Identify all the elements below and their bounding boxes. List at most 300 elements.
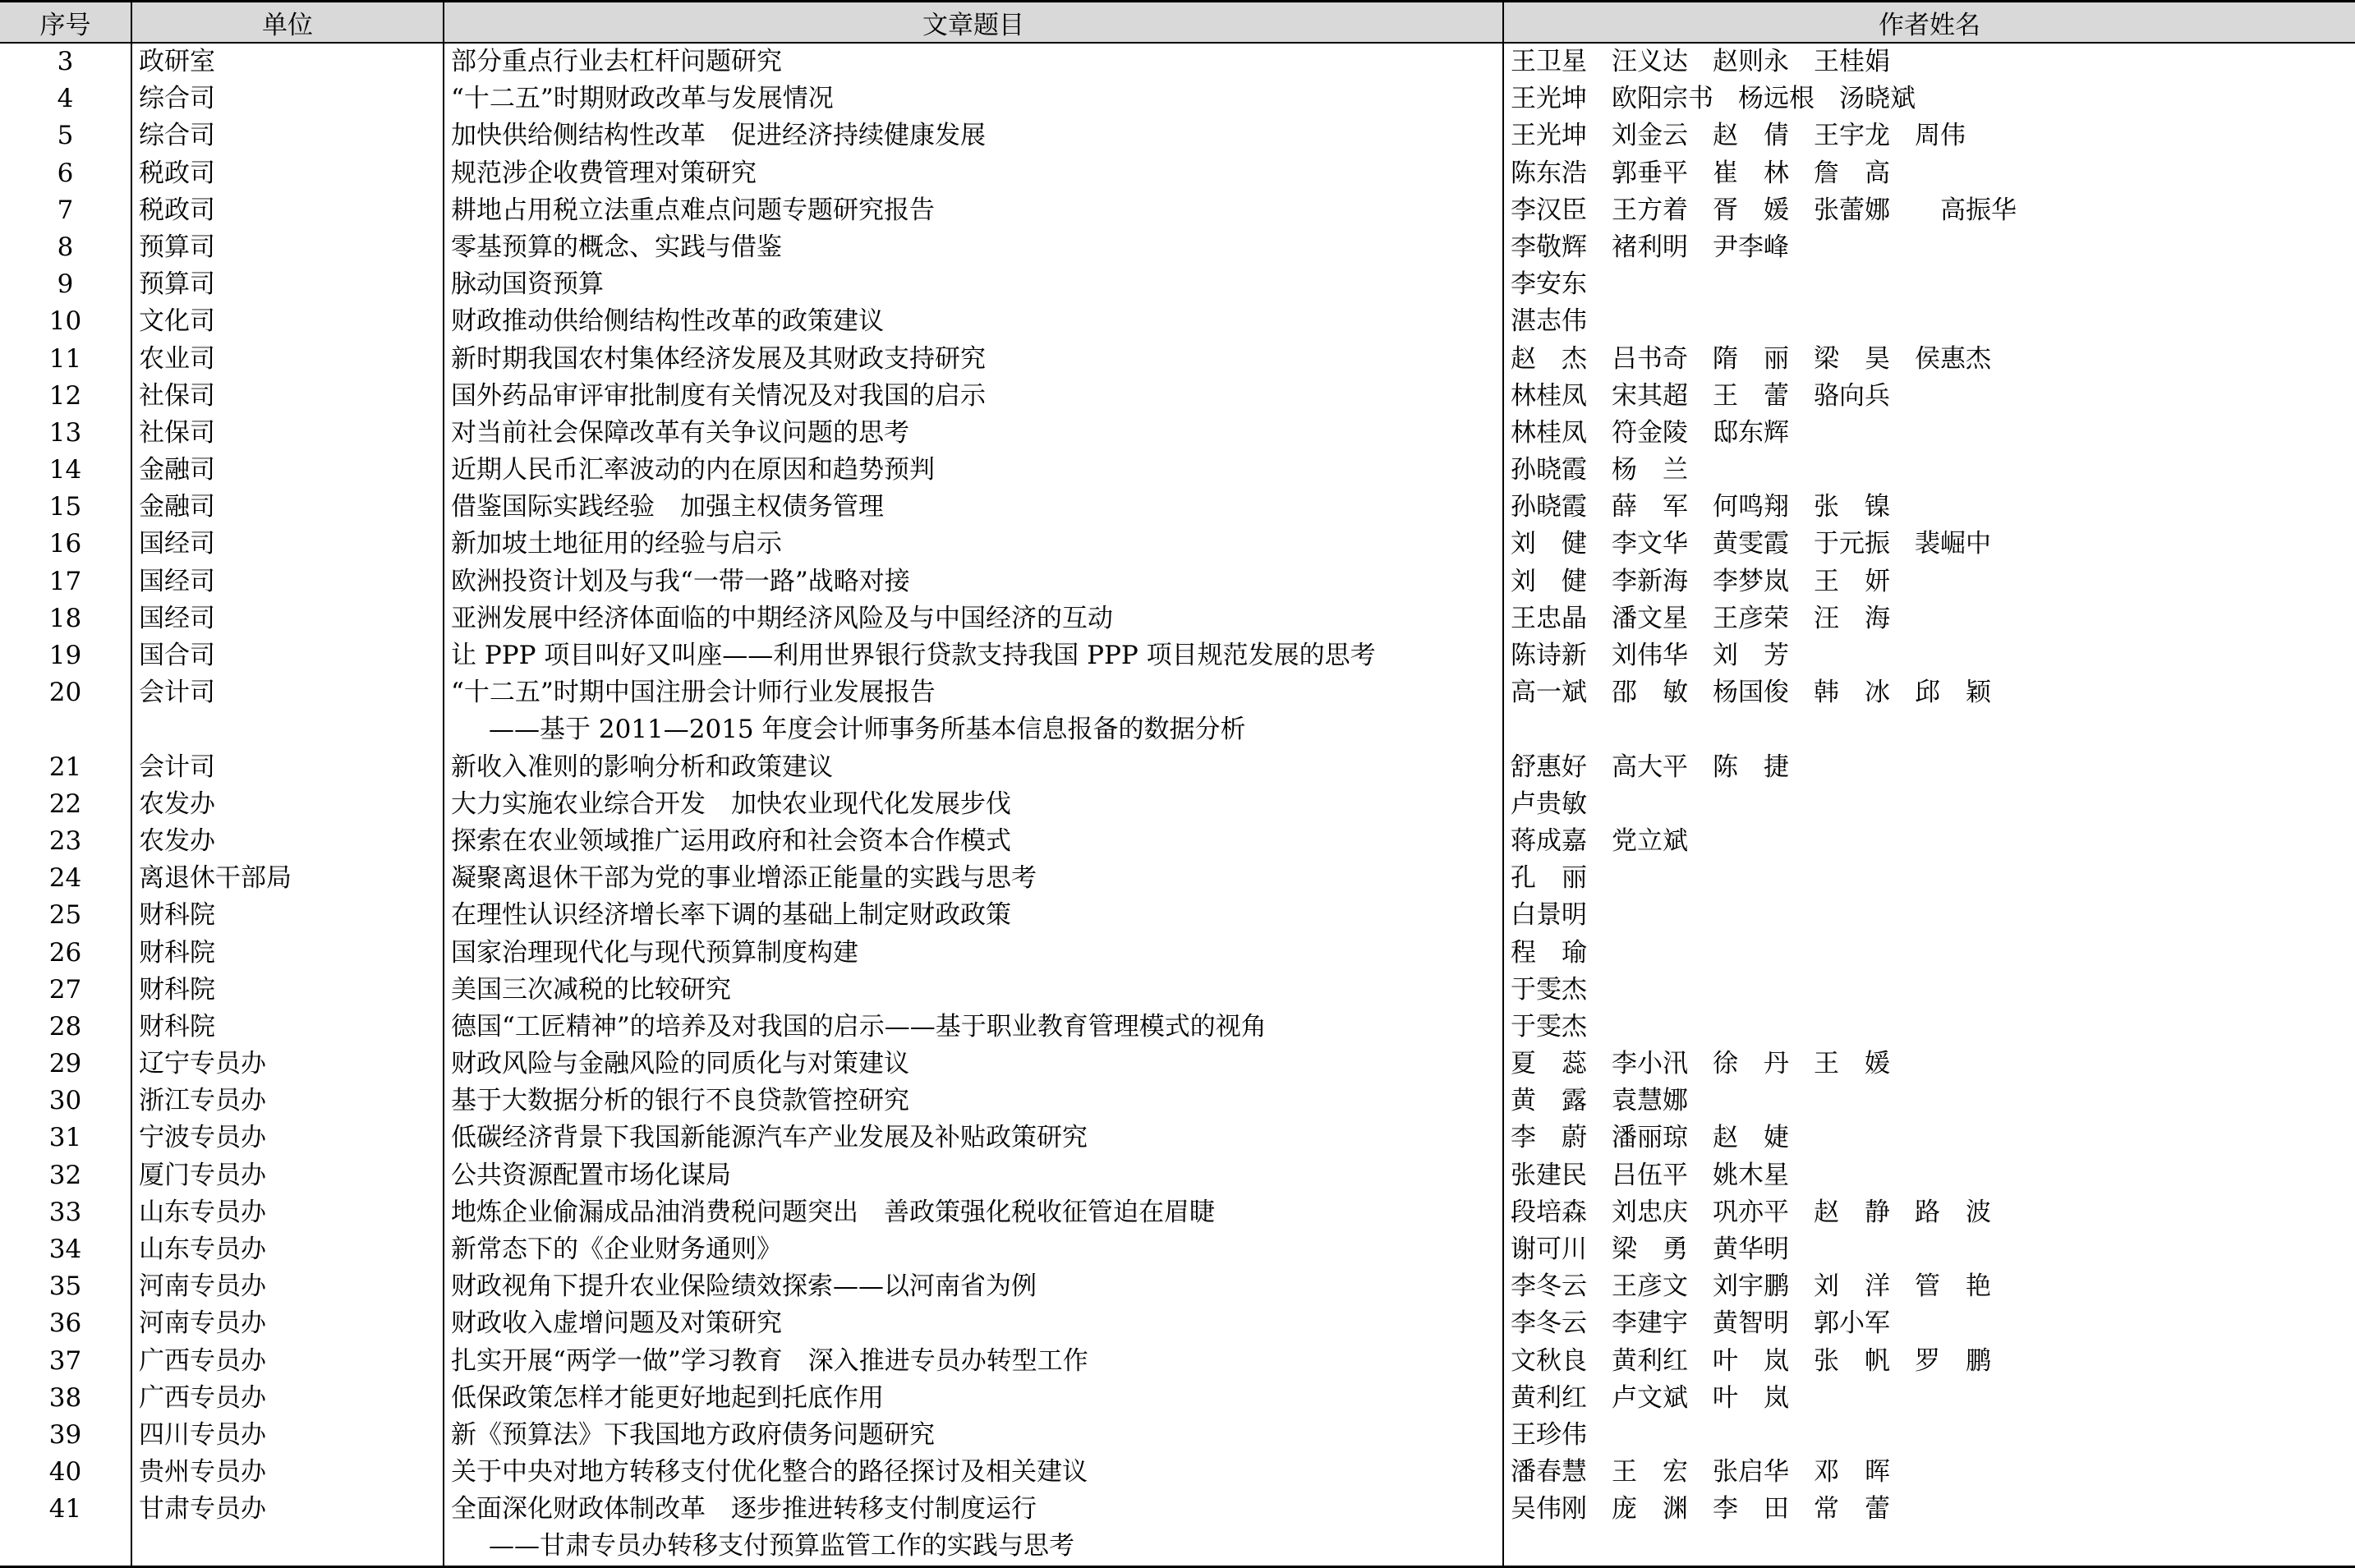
row-number: 11 (48, 343, 82, 374)
author-name: 王彦文 (1612, 1271, 1688, 1302)
row-unit: 社保司 (131, 415, 444, 452)
row-number: 4 (57, 84, 74, 114)
article-title: 新收入准则的影响分析和政策建议 (451, 752, 833, 782)
row-unit: 浙江专员办 (131, 1083, 444, 1120)
author-name: 刘 芳 (1713, 641, 1789, 670)
article-title: 亚洲发展中经济体面临的中期经济风险及与中国经济的互动 (451, 603, 1113, 633)
row-authors (1503, 1046, 2355, 1083)
row-authors (1503, 452, 2355, 489)
row-title-cell (444, 749, 1503, 786)
author-name: 邱 颖 (1915, 678, 1991, 708)
row-unit: 农发办 (131, 823, 444, 860)
row-title-cell (444, 637, 1503, 674)
row-number: 14 (48, 455, 82, 485)
row-authors (1503, 266, 2355, 303)
author-name: 刘金云 (1612, 121, 1688, 151)
row-authors (1503, 192, 2355, 229)
table-row (0, 266, 2355, 303)
article-title: 美国三次减税的比较研究 (451, 974, 731, 1005)
author-name: 刘 健 (1511, 529, 1587, 559)
author-name: 裴崛中 (1915, 529, 1991, 559)
table-row (0, 1157, 2355, 1194)
row-authors (1503, 117, 2355, 154)
table-row (0, 1343, 2355, 1380)
row-number: 13 (48, 417, 82, 448)
author-name: 李敬辉 (1511, 232, 1587, 262)
row-title-cell (444, 1009, 1503, 1046)
author-name: 汪义达 (1612, 47, 1688, 76)
table-row (0, 1268, 2355, 1305)
row-unit: 金融司 (131, 489, 444, 526)
author-name: 黄 露 (1511, 1086, 1587, 1116)
author-name: 叶 岚 (1713, 1345, 1789, 1376)
author-name: 李 田 (1713, 1494, 1789, 1524)
author-name: 陈东浩 (1511, 158, 1587, 188)
article-title: 新时期我国农村集体经济发展及其财政支持研究 (451, 343, 986, 374)
row-title-cell (444, 415, 1503, 452)
author-name: 王珍伟 (1511, 1419, 1587, 1450)
author-name: 孙晓霞 (1511, 492, 1587, 522)
author-name: 刘宇鹏 (1713, 1271, 1789, 1302)
row-number: 17 (48, 566, 82, 596)
table-row (0, 1305, 2355, 1342)
author-name: 黄雯霞 (1713, 529, 1789, 559)
row-authors (1503, 341, 2355, 378)
article-title: 国外药品审评审批制度有关情况及对我国的启示 (451, 380, 986, 411)
author-name: 梁 昊 (1814, 343, 1890, 374)
author-name: 黄利红 (1612, 1345, 1688, 1376)
row-unit: 甘肃专员办 (131, 1491, 444, 1566)
table-row (0, 563, 2355, 600)
author-name: 蒋成嘉 (1511, 825, 1587, 856)
row-unit: 财科院 (131, 897, 444, 934)
header-author: 作者姓名 (1503, 2, 2355, 44)
row-number: 9 (57, 269, 74, 300)
row-title-cell (444, 823, 1503, 860)
author-name: 张 帆 (1814, 1345, 1890, 1376)
author-name: 王 媛 (1814, 1049, 1890, 1079)
row-title-cell (444, 229, 1503, 266)
row-number: 37 (48, 1345, 82, 1376)
row-authors (1503, 749, 2355, 786)
table-row (0, 1120, 2355, 1156)
table-row (0, 378, 2355, 415)
table-row (0, 341, 2355, 378)
row-authors (1503, 526, 2355, 563)
row-unit: 财科院 (131, 972, 444, 1009)
article-title: 关于中央对地方转移支付优化整合的路径探讨及相关建议 (451, 1457, 1088, 1488)
row-number: 27 (48, 974, 82, 1005)
author-name: 詹 高 (1814, 158, 1890, 188)
row-unit: 会计司 (131, 674, 444, 748)
author-name: 王忠晶 (1511, 603, 1587, 633)
author-name: 刘 健 (1511, 566, 1587, 596)
row-unit: 会计司 (131, 749, 444, 786)
row-title-cell (444, 1231, 1503, 1268)
author-name: 李冬云 (1511, 1271, 1587, 1302)
author-name: 李新海 (1612, 566, 1688, 596)
row-authors (1503, 600, 2355, 637)
row-unit: 国合司 (131, 637, 444, 674)
table-row (0, 1231, 2355, 1268)
header-num: 序号 (0, 2, 131, 44)
author-name: 王光坤 (1511, 121, 1587, 151)
author-name: 吕伍平 (1612, 1160, 1688, 1190)
row-title-cell (444, 526, 1503, 563)
row-number: 12 (48, 380, 82, 411)
row-number: 32 (48, 1160, 82, 1190)
table-row (0, 80, 2355, 117)
row-number: 23 (48, 825, 82, 856)
header-unit: 单位 (131, 2, 444, 44)
table-row (0, 1194, 2355, 1231)
author-name: 袁慧娜 (1612, 1086, 1688, 1116)
author-name: 薛 军 (1612, 492, 1688, 522)
author-name: 林桂凤 (1511, 417, 1587, 448)
row-title-cell (444, 1417, 1503, 1454)
author-name: 于雯杰 (1511, 1011, 1587, 1042)
author-name: 文秋良 (1511, 1345, 1587, 1376)
author-name: 卢文斌 (1612, 1382, 1688, 1413)
table-row (0, 1417, 2355, 1454)
article-title: 借鉴国际实践经验 加强主权债务管理 (451, 492, 884, 522)
author-name: 于元振 (1814, 529, 1890, 559)
author-name: 王方着 (1612, 195, 1688, 225)
author-name: 杨 兰 (1612, 455, 1688, 485)
author-name: 王宇龙 (1814, 121, 1890, 151)
row-title-cell (444, 1343, 1503, 1380)
row-authors (1503, 1380, 2355, 1417)
row-title-cell (444, 786, 1503, 823)
row-authors (1503, 1417, 2355, 1454)
row-unit: 预算司 (131, 229, 444, 266)
row-title-cell (444, 266, 1503, 303)
row-unit: 国经司 (131, 563, 444, 600)
author-name: 王 宏 (1612, 1457, 1688, 1488)
row-authors (1503, 935, 2355, 972)
table-row (0, 1083, 2355, 1120)
author-name: 徐 丹 (1713, 1049, 1789, 1079)
author-name: 王 蕾 (1713, 380, 1789, 411)
row-title-cell (444, 341, 1503, 378)
author-name: 湛志伟 (1511, 306, 1587, 337)
author-name: 吕书奇 (1612, 343, 1688, 374)
author-name: 管 艳 (1915, 1271, 1991, 1302)
row-title-cell (444, 563, 1503, 600)
header-row (0, 2, 2355, 44)
table-row (0, 117, 2355, 154)
row-number: 33 (48, 1197, 82, 1227)
row-unit: 税政司 (131, 155, 444, 192)
author-name: 王卫星 (1511, 47, 1587, 76)
table-row (0, 1491, 2355, 1566)
row-authors (1503, 1083, 2355, 1120)
row-title-cell (444, 1120, 1503, 1156)
row-title-cell (444, 935, 1503, 972)
row-authors (1503, 1157, 2355, 1194)
author-name: 黄华明 (1713, 1235, 1789, 1265)
author-name: 潘春慧 (1511, 1457, 1587, 1488)
author-name: 邵 敏 (1612, 678, 1688, 708)
author-name: 汪 海 (1814, 603, 1890, 633)
author-name: 罗 鹏 (1915, 1345, 1991, 1376)
article-title: 在理性认识经济增长率下调的基础上制定财政政策 (451, 900, 1011, 931)
table-row (0, 1009, 2355, 1046)
row-authors (1503, 1231, 2355, 1268)
author-name: 孔 丽 (1511, 863, 1587, 894)
row-authors (1503, 43, 2355, 80)
article-title: 耕地占用税立法重点难点问题专题研究报告 (451, 195, 935, 225)
row-authors (1503, 972, 2355, 1009)
author-name: 孙晓霞 (1511, 455, 1587, 485)
author-name: 周伟 (1915, 121, 1966, 151)
row-number: 15 (48, 492, 82, 522)
author-name: 潘丽琼 (1612, 1123, 1688, 1153)
row-unit: 综合司 (131, 80, 444, 117)
row-authors (1503, 674, 2355, 748)
row-authors (1503, 80, 2355, 117)
row-unit: 政研室 (131, 43, 444, 80)
article-title: 地炼企业偷漏成品油消费税问题突出 善政策强化税收征管迫在眉睫 (451, 1197, 1215, 1227)
article-title: 脉动国资预算 (451, 269, 604, 300)
row-title-cell (444, 1491, 1503, 1566)
author-name: 杨国俊 (1713, 678, 1789, 708)
author-name: 张建民 (1511, 1160, 1587, 1190)
table-row (0, 823, 2355, 860)
author-name: 赵 倩 (1713, 121, 1789, 151)
row-authors (1503, 897, 2355, 934)
author-name: 韩 冰 (1814, 678, 1890, 708)
article-title: 近期人民币汇率波动的内在原因和趋势预判 (451, 455, 935, 485)
article-title: 财政收入虚增问题及对策研究 (451, 1308, 782, 1339)
row-unit: 广西专员办 (131, 1380, 444, 1417)
row-unit: 广西专员办 (131, 1343, 444, 1380)
author-name: 舒惠好 (1511, 752, 1587, 782)
row-number: 41 (0, 1491, 131, 1566)
row-unit: 河南专员办 (131, 1305, 444, 1342)
row-title-cell (444, 155, 1503, 192)
table-row (0, 452, 2355, 489)
article-title: 加快供给侧结构性改革 促进经济持续健康发展 (451, 121, 986, 151)
article-title: 部分重点行业去杠杆问题研究 (451, 47, 782, 76)
row-title-cell (444, 378, 1503, 415)
article-title: “十二五”时期财政改革与发展情况 (451, 84, 834, 114)
row-authors (1503, 1305, 2355, 1342)
row-authors (1503, 786, 2355, 823)
author-name: 路 波 (1915, 1197, 1991, 1227)
author-name: 常 蕾 (1814, 1494, 1890, 1524)
row-number: 18 (48, 603, 82, 633)
row-title-cell (444, 1194, 1503, 1231)
row-title-cell (444, 860, 1503, 897)
table-row (0, 1046, 2355, 1083)
author-name: 侯惠杰 (1915, 343, 1991, 374)
table-row (0, 786, 2355, 823)
author-name: 郭小军 (1814, 1308, 1890, 1339)
row-number: 31 (48, 1123, 82, 1153)
article-title: 基于大数据分析的银行不良贷款管控研究 (451, 1086, 909, 1116)
author-name: 陈诗新 (1511, 641, 1587, 670)
article-title: 低碳经济背景下我国新能源汽车产业发展及补贴政策研究 (451, 1123, 1088, 1153)
row-title-cell (444, 489, 1503, 526)
author-name: 夏 蕊 (1511, 1049, 1587, 1079)
row-title-cell (444, 972, 1503, 1009)
row-title-cell (444, 674, 1503, 748)
row-unit: 宁波专员办 (131, 1120, 444, 1156)
author-name: 李安东 (1511, 269, 1587, 300)
row-title-cell (444, 1157, 1503, 1194)
author-name: 隋 丽 (1713, 343, 1789, 374)
row-number: 22 (48, 789, 82, 819)
author-name: 胥 媛 (1713, 195, 1789, 225)
table-row (0, 192, 2355, 229)
article-title: 国家治理现代化与现代预算制度构建 (451, 937, 858, 968)
table-row (0, 303, 2355, 340)
row-unit: 国经司 (131, 526, 444, 563)
row-number: 38 (48, 1382, 82, 1413)
row-title-cell (444, 192, 1503, 229)
table-row (0, 637, 2355, 674)
row-unit: 山东专员办 (131, 1194, 444, 1231)
author-name: 欧阳宗书 (1612, 84, 1713, 114)
author-name: 张 镍 (1814, 492, 1890, 522)
row-authors (1503, 415, 2355, 452)
row-number: 10 (48, 306, 82, 337)
author-name: 陈 捷 (1713, 752, 1789, 782)
article-title: 零基预算的概念、实践与借鉴 (451, 232, 782, 262)
row-authors (1503, 1343, 2355, 1380)
row-authors (1503, 229, 2355, 266)
author-name: 卢贵敏 (1511, 789, 1587, 819)
article-title: 财政风险与金融风险的同质化与对策建议 (451, 1049, 909, 1079)
row-number: 29 (48, 1049, 82, 1079)
row-number: 40 (48, 1457, 82, 1488)
row-unit: 金融司 (131, 452, 444, 489)
row-number: 21 (48, 752, 82, 782)
author-name: 崔 林 (1713, 158, 1789, 188)
article-title: 欧洲投资计划及与我“一带一路”战略对接 (451, 566, 910, 596)
row-number: 36 (48, 1308, 82, 1339)
author-name: 刘 洋 (1814, 1271, 1890, 1302)
author-name: 何鸣翔 (1713, 492, 1789, 522)
row-number: 5 (57, 121, 74, 151)
author-name: 李 蔚 (1511, 1123, 1587, 1153)
table-row (0, 749, 2355, 786)
author-name: 于雯杰 (1511, 974, 1587, 1005)
row-unit: 社保司 (131, 378, 444, 415)
row-unit: 文化司 (131, 303, 444, 340)
row-authors (1503, 1491, 2355, 1566)
author-name: 赵 婕 (1713, 1123, 1789, 1153)
author-name: 李汉臣 (1511, 195, 1587, 225)
row-unit: 国经司 (131, 600, 444, 637)
table-row (0, 860, 2355, 897)
row-unit: 厦门专员办 (131, 1157, 444, 1194)
row-authors (1503, 1454, 2355, 1491)
row-title-cell (444, 600, 1503, 637)
row-authors (1503, 637, 2355, 674)
author-name: 褚利明 (1612, 232, 1688, 262)
row-title-cell (444, 452, 1503, 489)
article-title: 让 PPP 项目叫好又叫座——利用世界银行贷款支持我国 PPP 项目规范发展的思考 (451, 641, 1376, 670)
row-number: 19 (48, 641, 82, 670)
row-title-cell (444, 117, 1503, 154)
article-title: 公共资源配置市场化谋局 (451, 1160, 731, 1190)
row-unit: 贵州专员办 (131, 1454, 444, 1491)
author-name: 庞 渊 (1612, 1494, 1688, 1524)
row-number: 30 (48, 1086, 82, 1116)
author-name: 郭垂平 (1612, 158, 1688, 188)
table-row (0, 415, 2355, 452)
article-title: 低保政策怎样才能更好地起到托底作用 (451, 1382, 884, 1413)
row-number: 39 (48, 1419, 82, 1450)
row-title-cell (444, 1380, 1503, 1417)
row-unit: 辽宁专员办 (131, 1046, 444, 1083)
row-unit: 离退休干部局 (131, 860, 444, 897)
author-name: 张蕾娜 (1814, 195, 1890, 225)
author-name: 谢可川 (1511, 1235, 1587, 1265)
author-name: 黄利红 (1511, 1382, 1587, 1413)
author-name: 李梦岚 (1713, 566, 1789, 596)
author-name: 刘忠庆 (1612, 1197, 1688, 1227)
row-title-cell (444, 303, 1503, 340)
article-title: 探索在农业领域推广运用政府和社会资本合作模式 (451, 825, 1011, 856)
row-unit: 河南专员办 (131, 1268, 444, 1305)
row-title-cell (444, 80, 1503, 117)
table-row (0, 935, 2355, 972)
author-name: 赵则永 (1713, 47, 1789, 76)
row-number: 25 (48, 900, 82, 931)
row-title-cell (444, 897, 1503, 934)
row-authors (1503, 1009, 2355, 1046)
article-title: 凝聚离退休干部为党的事业增添正能量的实践与思考 (451, 863, 1037, 894)
author-name: 邸东辉 (1713, 417, 1789, 448)
author-name: 叶 岚 (1713, 1382, 1789, 1413)
row-number: 28 (48, 1011, 82, 1042)
row-unit: 农发办 (131, 786, 444, 823)
author-name: 尹李峰 (1713, 232, 1789, 262)
author-name: 汤晓斌 (1839, 84, 1916, 114)
row-authors (1503, 563, 2355, 600)
row-unit: 预算司 (131, 266, 444, 303)
table-row (0, 1454, 2355, 1491)
article-subtitle: ——甘肃专员办转移支付预算监管工作的实践与思考 (489, 1531, 1074, 1561)
row-number: 24 (48, 863, 82, 894)
author-name: 段培森 (1511, 1197, 1587, 1227)
article-title: “十二五”时期中国注册会计师行业发展报告 (451, 678, 936, 708)
table-row (0, 489, 2355, 526)
table-row (0, 1380, 2355, 1417)
author-name: 李小汛 (1612, 1049, 1688, 1079)
author-name: 黄智明 (1713, 1308, 1789, 1339)
row-number: 34 (48, 1235, 82, 1265)
row-authors (1503, 378, 2355, 415)
author-name: 赵 杰 (1511, 343, 1587, 374)
author-name: 姚木星 (1713, 1160, 1789, 1190)
table-row (0, 674, 2355, 748)
author-name: 林桂凤 (1511, 380, 1587, 411)
article-subtitle: ——基于 2011—2015 年度会计师事务所基本信息报备的数据分析 (489, 715, 1246, 745)
article-title: 新加坡土地征用的经验与启示 (451, 529, 782, 559)
row-authors (1503, 489, 2355, 526)
author-name: 赵 静 (1814, 1197, 1890, 1227)
row-authors (1503, 1268, 2355, 1305)
article-title: 大力实施农业综合开发 加快农业现代化发展步伐 (451, 789, 1011, 819)
row-number: 3 (57, 47, 74, 76)
row-unit: 山东专员办 (131, 1231, 444, 1268)
author-name: 高大平 (1612, 752, 1688, 782)
author-name: 高一斌 (1511, 678, 1587, 708)
